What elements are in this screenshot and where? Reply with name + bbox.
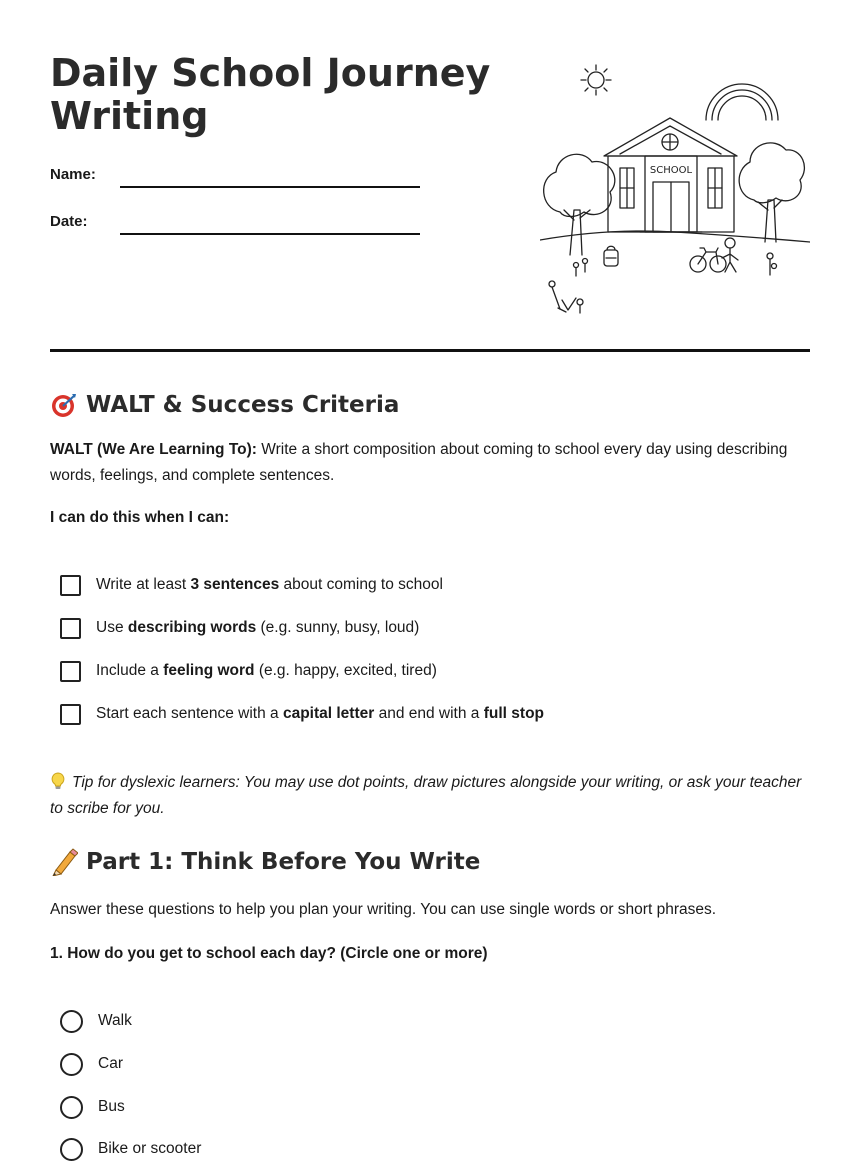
option-circle[interactable]: [60, 1096, 83, 1119]
criteria-checkbox[interactable]: [60, 661, 81, 682]
name-field: [50, 166, 420, 190]
flowers-icon: [549, 253, 777, 313]
name-line[interactable]: [120, 186, 420, 188]
bike-icon: [690, 248, 726, 272]
dyslexia-tip: [50, 770, 810, 822]
tip-text: Tip for dyslexic learners: You may use dot points, draw pictures alongside your writing, or ask your teacher to scribe for you.: [50, 774, 802, 817]
rainbow-icon: [706, 84, 778, 120]
option-label: Bike or scooter: [98, 1140, 202, 1157]
option-circle[interactable]: [60, 1138, 83, 1161]
option-item: [60, 1051, 123, 1077]
option-label: Car: [98, 1055, 123, 1072]
criteria-text: Use describing words (e.g. sunny, busy, loud): [96, 619, 420, 636]
date-field: [50, 213, 420, 237]
backpack-icon: [604, 246, 618, 266]
target-icon: [50, 391, 78, 419]
walt-heading-text: WALT & Success Criteria: [86, 392, 400, 418]
tree-right-icon: [739, 143, 804, 242]
pencil-icon: [50, 848, 78, 876]
criteria-checkbox[interactable]: [60, 575, 81, 596]
part1-intro: Answer these questions to help you plan your writing. You can use single words or short phrases.: [50, 901, 717, 918]
tree-left-icon: [544, 154, 615, 255]
criteria-item: [60, 615, 419, 641]
criteria-intro: I can do this when I can:: [50, 509, 230, 526]
option-label: Walk: [98, 1012, 132, 1029]
school-illustration: [540, 60, 810, 322]
name-label: Name:: [50, 166, 96, 183]
part1-heading-text: Part 1: Think Before You Write: [86, 849, 481, 875]
option-item: [60, 1094, 125, 1120]
criteria-checkbox[interactable]: [60, 704, 81, 725]
criteria-text: Start each sentence with a capital letter and end with a full stop: [96, 705, 545, 722]
walt-text: Write a short composition about coming to school every day using describing words, feelings, and complete sentences.: [50, 441, 788, 484]
date-label: Date:: [50, 213, 88, 230]
option-item: [60, 1008, 132, 1034]
option-circle[interactable]: [60, 1053, 83, 1076]
walt-label: WALT (We Are Learning To):: [50, 441, 257, 458]
option-item: [60, 1136, 201, 1162]
walt-heading: [50, 390, 399, 420]
option-circle[interactable]: [60, 1010, 83, 1033]
sun-icon: [581, 65, 611, 95]
criteria-text: Include a feeling word (e.g. happy, excited, tired): [96, 662, 437, 679]
criteria-item: [60, 572, 443, 598]
lightbulb-icon: [50, 772, 66, 790]
criteria-item: [60, 701, 544, 727]
walt-paragraph: [50, 437, 810, 489]
criteria-text: Write at least 3 sentences about coming to school: [96, 576, 443, 593]
child-icon: [722, 238, 738, 272]
date-line[interactable]: [120, 233, 420, 235]
header-divider: [50, 349, 810, 352]
page-title: Daily School Journey Writing: [50, 51, 491, 138]
school-sign: SCHOOL: [649, 165, 693, 176]
criteria-checkbox[interactable]: [60, 618, 81, 639]
criteria-item: [60, 658, 437, 684]
option-label: Bus: [98, 1098, 125, 1115]
part1-heading: [50, 847, 480, 877]
question-1: 1. How do you get to school each day? (Circle one or more): [50, 945, 488, 962]
